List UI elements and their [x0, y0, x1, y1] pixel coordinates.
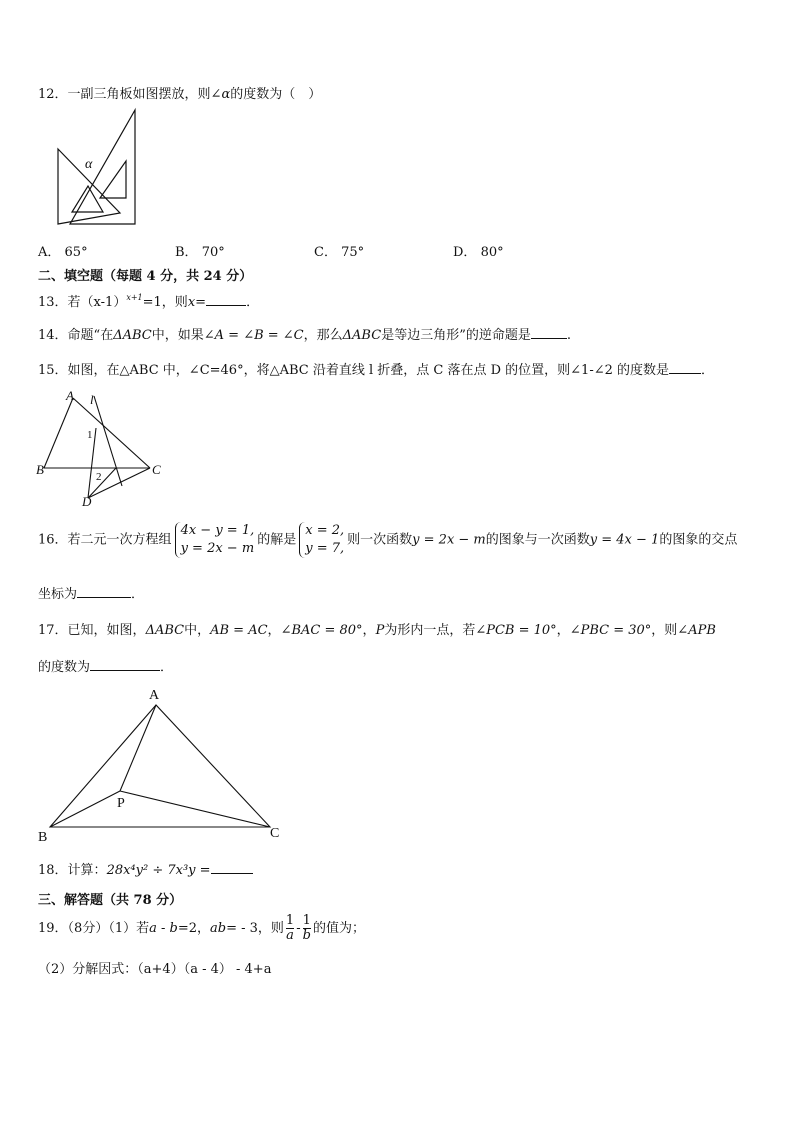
q17-triangle-abc — [50, 705, 270, 827]
q12-alpha-label: α — [85, 157, 93, 172]
q18-answer-blank[interactable] — [211, 861, 253, 874]
q16-system-2: x = 2, y = 7, — [299, 522, 344, 558]
q16-answer-blank[interactable] — [77, 585, 131, 598]
q17-line-ap — [120, 705, 156, 791]
q14-answer-blank[interactable] — [531, 326, 567, 339]
q15-label-1: 1 — [87, 429, 93, 441]
q17-line2: 的度数为 ． — [38, 660, 174, 675]
q15-label-a: A — [66, 390, 74, 403]
q15-line-ac — [73, 398, 150, 468]
q17-label-p: P — [117, 796, 125, 811]
q15-answer-blank[interactable] — [669, 361, 701, 374]
q12-option-b[interactable]: B． 70° — [175, 245, 225, 260]
q17-line-bp — [50, 791, 120, 827]
q13-answer-blank[interactable] — [206, 293, 246, 306]
q17-text: 17．已知，如图，ΔABC中，AB = AC，∠BAC = 80°，P为形内一点，若∠PCB = 10°，∠PBC = 30°，则∠APB — [38, 623, 716, 638]
q19-frac-1b: $\frac{1}{b}$ — [302, 913, 311, 943]
q17-line-cp — [120, 791, 270, 827]
q12-big-triangle — [70, 110, 135, 224]
q17-figure — [34, 683, 294, 848]
q13-text: 13．若$(x-1)^{x+1}=1$，则x= ． — [38, 293, 260, 310]
q12-figure — [50, 106, 150, 231]
q17-label-b: B — [38, 830, 48, 845]
q15-text: 15．如图，在△ABC 中，∠C=46°，将△ABC 沿着直线 l 折叠，点 C 落在点 D 的位置，则∠1-∠2 的度数是 ． — [38, 363, 715, 378]
q14-text: 14．命题“在ΔABC中，如果∠A = ∠B = ∠C，那么ΔABC是等边三角形”的逆命题是 . — [38, 328, 571, 343]
q15-figure — [34, 390, 164, 510]
q16-text: 16．若二元一次方程组 4x − y = 1, y = 2x − m 的解是 x = 2, y = 7, 则一次函数y = 2x − m的图象与一次函数y = 4x − 1的图象的交点 — [38, 523, 738, 556]
q15-label-2: 2 — [96, 471, 102, 483]
q15-line-ab — [44, 398, 73, 468]
q19-part2: （2）分解因式：（a+4）（a - 4） - 4+a — [38, 962, 272, 977]
q12-text: 12．一副三角板如图摆放，则∠α的度数为（ ） — [38, 87, 322, 102]
q16-line2: 坐标为 ． — [38, 587, 145, 602]
q12-option-c[interactable]: C． 75° — [314, 245, 365, 260]
section2-title: 二、填空题（每题 4 分，共 24 分） — [38, 269, 253, 284]
q15-label-l: l — [90, 392, 94, 407]
q16-system-1: 4x − y = 1, y = 2x − m — [175, 522, 255, 558]
q19-part1: 19．（8分）（1）若a - b=2，ab= - 3，则 $\frac{1}{a}$ - $\frac{1}{b}$ 的值为； — [38, 913, 365, 943]
q15-line-d-side — [88, 468, 116, 498]
q18-text: 18．计算：28x⁴y² ÷ 7x³y = — [38, 859, 253, 878]
q15-label-b: B — [36, 462, 44, 477]
q17-answer-blank[interactable] — [90, 658, 160, 671]
q15-label-d: D — [82, 494, 92, 509]
q17-label-a: A — [149, 688, 160, 703]
q17-label-c: C — [270, 826, 280, 841]
q12-option-d[interactable]: D． 80° — [453, 245, 504, 260]
section3-title: 三、解答题（共 78 分） — [38, 893, 183, 908]
q12-inner-triangle-2 — [100, 161, 126, 198]
q19-frac-1a: $\frac{1}{a}$ — [285, 913, 295, 943]
q12-option-a[interactable]: A． 65° — [38, 245, 88, 260]
q15-label-c: C — [152, 462, 161, 477]
